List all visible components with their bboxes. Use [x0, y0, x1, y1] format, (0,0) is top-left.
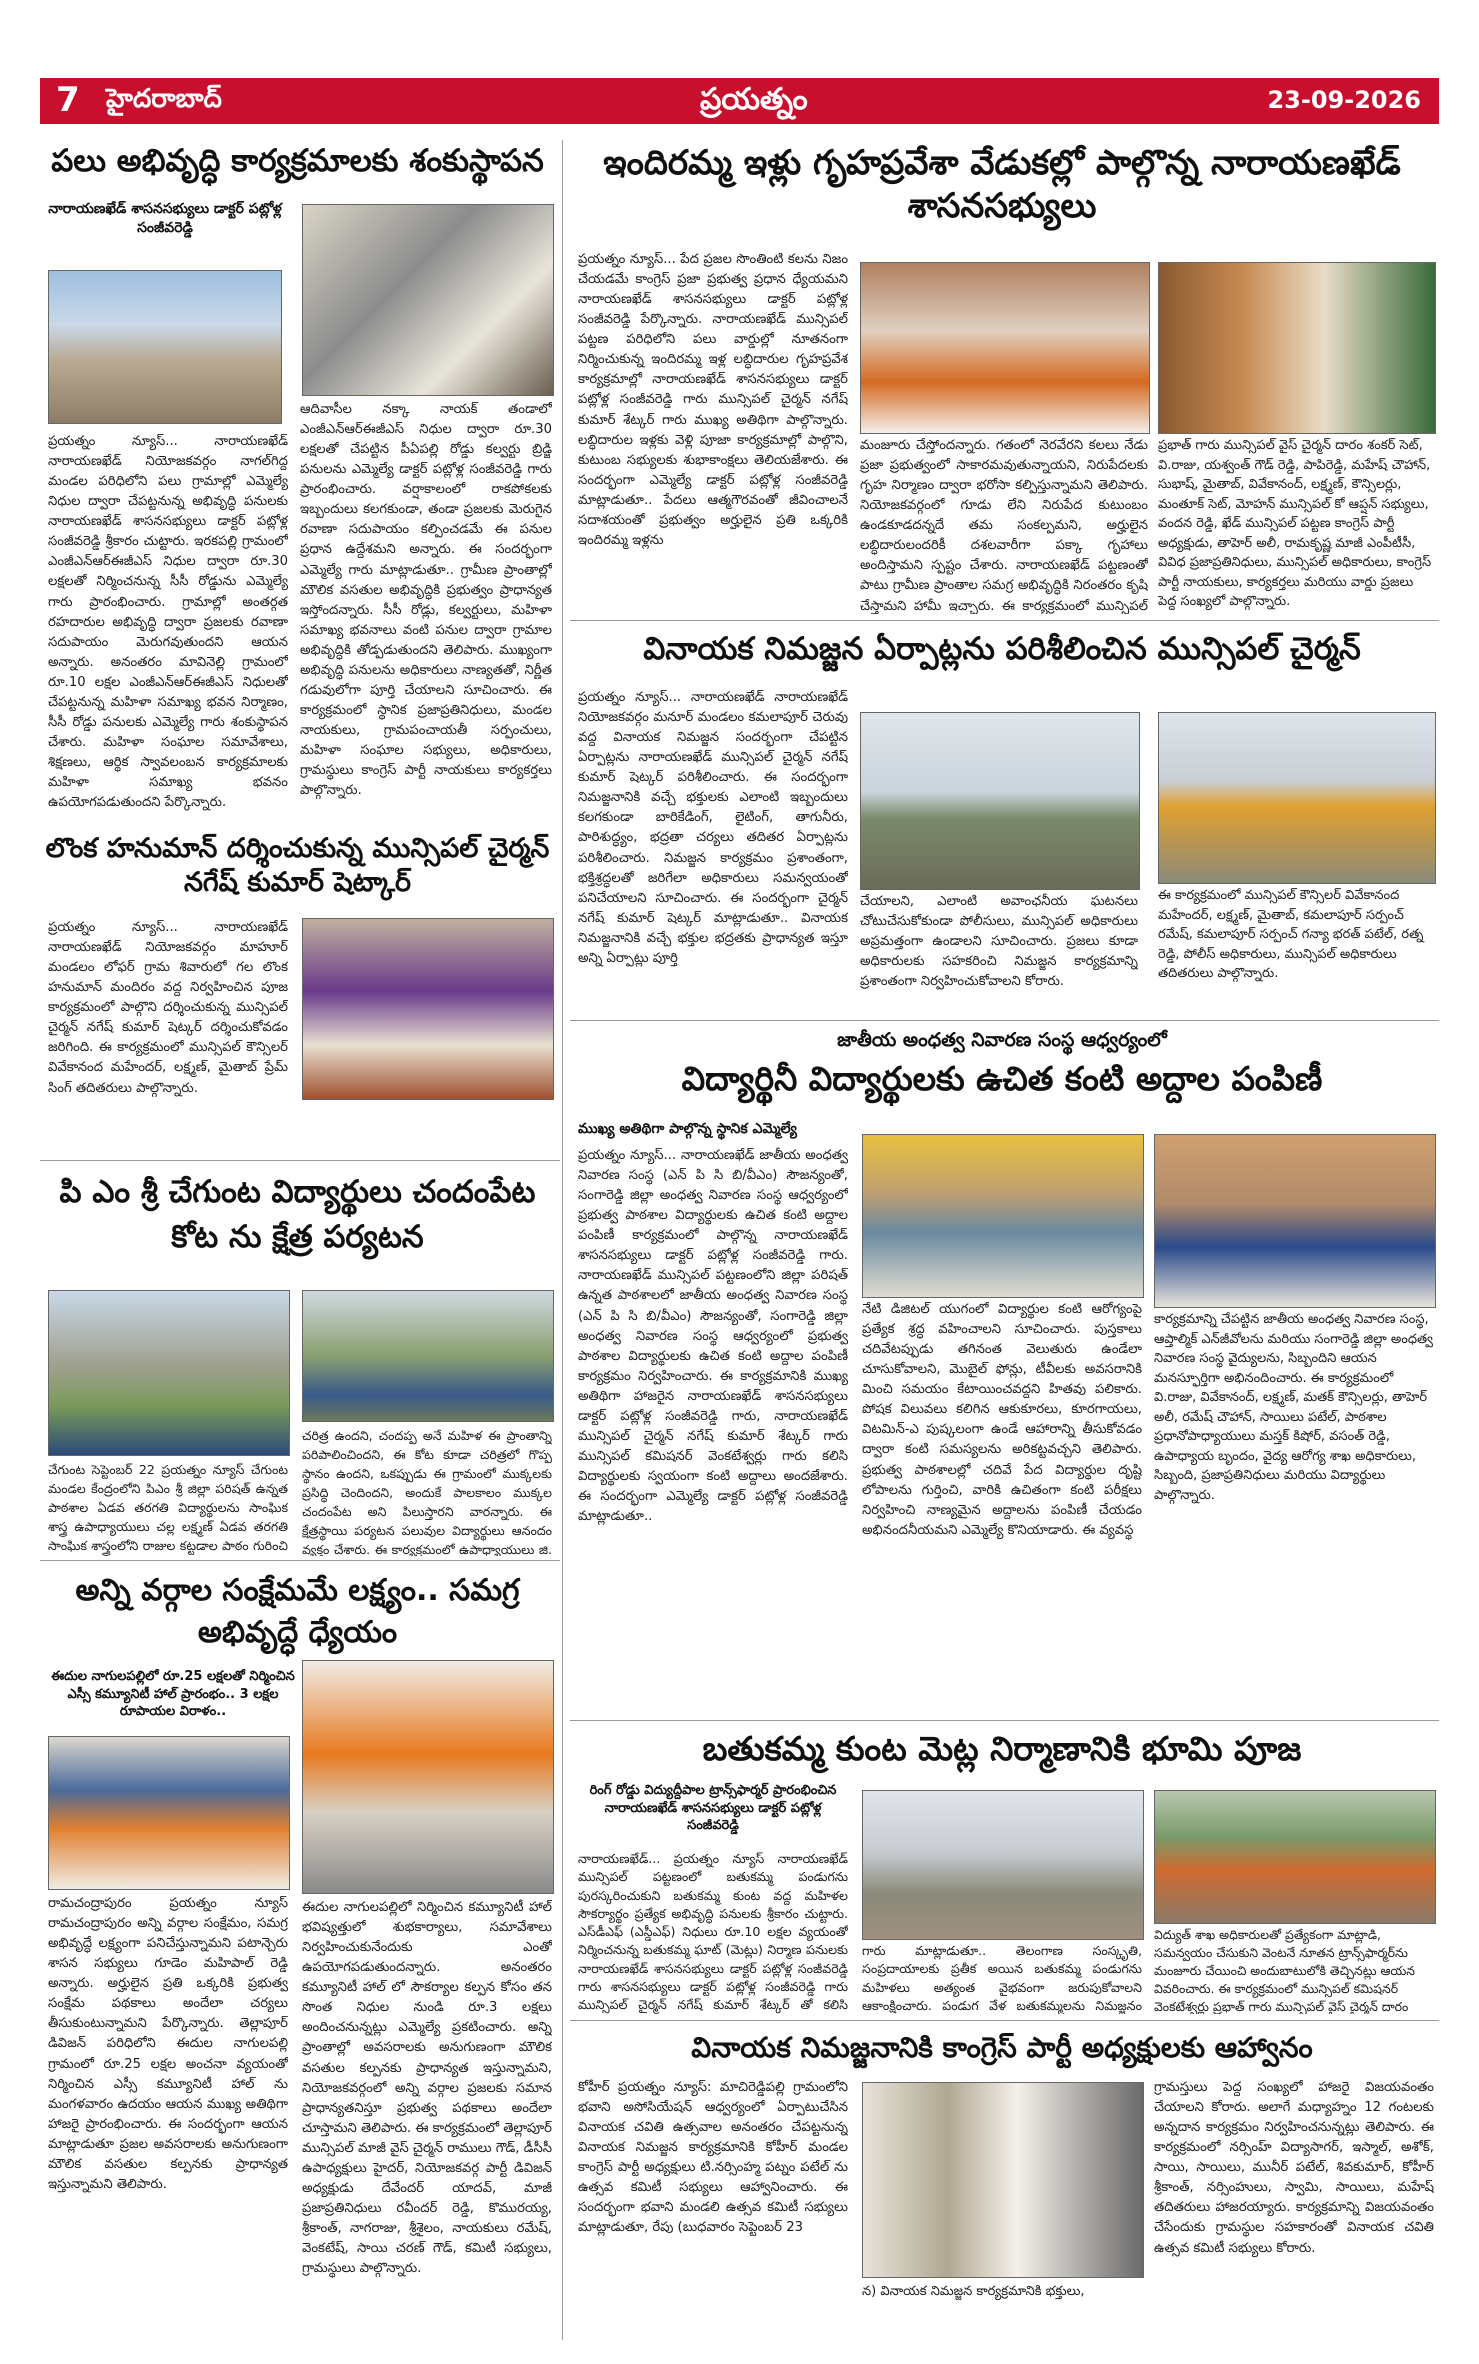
paper-name: ప్రయత్నం [700, 82, 808, 117]
photo-caption: విద్యుత్ శాఖ అధికారులతో ప్రత్యేకంగా మాట్లాడి, సమన్వయం చేసుకుని వెంటనే నూతన ట్రాన్స్‌ఫార్మర్‌ను మంజూరు చేయించి అందుబాటులోకి తెచ్చినట్లు ఆయన వివరించారు. ఈ కార్యక్రమంలో మున్సిపల్ కమిషనర్ వెంకటేశ్వర్లు ప్రభాత్ గారు మున్సిపల్ వైస్ చైర్మన్ దారం [1154, 1927, 1416, 2014]
photo-bhoomi-puja [862, 1790, 1144, 1940]
photo-plaque-unveiling [302, 204, 554, 396]
masthead-bar [40, 78, 1439, 124]
section-rule [40, 1160, 560, 1161]
edition-city: హైదరాబాద్ [106, 84, 222, 114]
section-rule [570, 620, 1439, 621]
photo-group-banner [302, 1290, 554, 1422]
photo-house-entry [1158, 262, 1436, 434]
article-body: ప్రయత్నం న్యూస్... పేద ప్రజల సొంతింటి కలను నిజం చేయడమే కాంగ్రెస్ ప్రజా ప్రభుత్వ ప్రధాన ధ్యేయమని నారాయణఖేడ్ శాసనసభ్యులు డాక్టర్ పట్లోళ్ల సంజీవరెడ్డి పేర్కొన్నారు. నారాయణఖేడ్ మున్సిపల్ పట్టణ పరిధిలోని పలు వార్డుల్లో నూతనంగా నిర్మించుకున్న ఇందిరమ్మ ఇళ్ల లబ్ధిదారుల గృహప్రవేశ కార్యక్రమాల్లో నారాయణఖేడ్ శాసనసభ్యులు డాక్టర్ పట్లోళ్ల సంజీవరెడ్డి గారు మున్సిపల్ చైర్మన్ నగేష్ కుమార్ శేట్కర్ గారు ముఖ్య అతిథిగా పాల్గొన్నారు. లబ్ధిదారుల ఇళ్లకు వెళ్లి పూజా కార్యక్రమాల్లో పాల్గొని, కుటుంబ సభ్యులకు శుభాకాంక్షలు తెలియజేశారు. ఈ సందర్భంగా ఎమ్మెల్యే డాక్టర్ పట్లోళ్ల సంజీవరెడ్డి మాట్లాడుతూ.. పేదలు ఆత్మగౌరవంతో జీవించాలనే సదాశయంతో ప్రభుత్వం అర్హులైన ప్రతి ఒక్కరికి ఇందిరమ్మ ఇళ్లను [578, 252, 848, 548]
photo-caption: కార్యక్రమాన్ని చేపట్టిన జాతీయ అంధత్వ నివారణ సంస్థ, ఆప్తాల్మిక్ ఎన్‌జీవోలను మరియు సంగారెడ్డి జిల్లా అంధత్వ నివారణ సంస్థ వైద్యులను, సిబ్బందిని ఆయన మనస్ఫూర్తిగా అభినందించారు. ఈ కార్యక్రమంలో వి.రాజు, వివేకానంద్, లక్ష్మణ్, మతక్ కౌన్సిలర్లు, తాహెర్ అలీ, రమేష్ చౌహాన్, సాయిలు పటేల్, పాఠశాల ప్రధానోపాధ్యాయులు మస్తక్ కిషోర్, వసంత్ రెడ్డి, ఉపాధ్యాయ బృందం, వైద్య ఆరోగ్య శాఖ అధికారులు, సిబ్బంది, ప్రజాప్రతినిధులు మరియు విద్యార్థులు పాల్గొన్నారు. [1154, 1312, 1433, 1503]
section-rule [570, 1720, 1439, 1721]
article-headline: పలు అభివృద్ధి కార్యక్రమాలకు శంకుస్థాపన [51, 143, 544, 179]
article-body-continued: ఆదివాసీల నక్కా నాయక్ తండాలో ఎంజీఎన్ఆర్ఈజీఎస్ నిధుల ద్వారా రూ.30 లక్షలతో చేపట్టిన పీఏపల్లి రోడ్డు కల్వర్టు బ్రిడ్జి పనులను ఎమ్మెల్యే డాక్టర్ పట్లోళ్ల సంజీవరెడ్డి గారు ప్రారంభించారు. వర్షాకాలంలో రాకపోకలకు ఇబ్బందులు కలగకుండా, తండా ప్రజలకు మెరుగైన రవాణా సదుపాయం కల్పించడమే ఈ పనుల ప్రధాన ఉద్దేశమని అన్నారు. ఈ సందర్భంగా ఎమ్మెల్యే గారు మాట్లాడుతూ.. గ్రామీణ ప్రాంతాల్లో మౌలిక వసతుల అభివృద్ధికి ప్రభుత్వం ప్రాధాన్యత ఇస్తోందన్నారు. సీసీ రోడ్లు, కల్వర్టులు, మహిళా సమాఖ్య భవనాలు వంటి పనుల ద్వారా గ్రామాల అభివృద్ధికి తోడ్పడుతుందని తెలిపారు. ముఖ్యంగా అభివృద్ధి పనులను అధికారులు నాణ్యతతో, నిర్ణీత గడువులోగా పూర్తి చేయాలని సూచించారు. ఈ కార్యక్రమంలో స్థానిక ప్రజాప్రతినిధులు, మండల నాయకులు, గ్రామపంచాయతీ సర్పంచులు, మహిళా సంఘాల సభ్యులు, అధికారులు, గ్రామస్థులు కాంగ్రెస్ పార్టీ నాయకులు కార్యకర్తలు పాల్గొన్నారు. [300, 402, 552, 799]
article-body-continued: ఈదుల నాగులపల్లిలో నిర్మించిన కమ్యూనిటీ హాల్ భవిష్యత్తులో శుభకార్యాలు, సమావేశాలు నిర్వహించుకునేందుకు ఎంతో ఉపయోగపడుతుందన్నారు. అనంతరం కమ్యూనిటీ హాల్ లో సౌకర్యాల కల్పన కోసం తన సొంత నిధుల నుండి రూ.3 లక్షలు అందించనున్నట్లు ఎమ్మెల్యే ప్రకటించారు. అన్ని ప్రాంతాల్లో అవసరాలకు అనుగుణంగా మౌలిక వసతుల కల్పనకు ప్రాధాన్యత ఇస్తున్నామని, నియోజకవర్గంలో అన్ని వర్గాల ప్రజలకు సమాన ప్రాధాన్యతనిస్తూ ప్రభుత్వ పథకాలు అందేలా చూస్తామని తెలిపారు. ఈ కార్యక్రమంలో తెల్లాపూర్ మున్సిపల్ మాజీ వైస్ చైర్మన్ రాములు గౌడ్, డీసీసీ ఉపాధ్యక్షులు హైదర్, నియోజకవర్గ పార్టీ డివిజన్ అధ్యక్షుడు దేవేందర్ యాదవ్, మాజీ ప్రజాప్రతినిధులు రవీందర్ రెడ్డి, కొమురయ్య, శ్రీకాంత్, నాగరాజు, శ్రీశైలం, నాయకులు రమేష్, వెంకటేష్, సాయి చరణ్ గౌడ్, కమిటీ సభ్యులు, గ్రామస్థులు పాల్గొన్నారు. [302, 1900, 552, 2277]
article-subheadline: ఈదుల నాగులపల్లిలో రూ.25 లక్షలతో నిర్మించిన ఎస్సీ కమ్యూనిటీ హాల్ ప్రారంభం.. 3 లక్షల రూపాయల విరాళం.. [51, 1669, 295, 1720]
article-headline: పి ఎం శ్రీ చేగుంట విద్యార్థులు చందంపేట కోట ను క్షేత్ర పర్యటన [59, 1174, 536, 1255]
article-subheadline: నారాయణఖేడ్ శాసనసభ్యులు డాక్టర్ పట్లోళ్ల సంజీవరెడ్డి [48, 201, 282, 236]
article-body: ప్రయత్నం న్యూస్... నారాయణఖేడ్ నారాయణఖేడ్ నియోజకవర్గం మాహూర్ మండలం లోఫర్ గ్రామ శివారులో గల లొంక హనుమాన్ మందిరం వద్ద నిర్వహించిన పూజ కార్యక్రమంలో పాల్గొని దర్శించుకున్న మున్సిపల్ చైర్మన్ నగేష్ కుమార్ షెట్కర్ దర్శించుకోవడం జరిగింది. ఈ కార్యక్రమంలో మున్సిపల్ కౌన్సిలర్ వివేకానంద మహేందర్, లక్ష్మణ్, మైతాబ్ ప్రేమ్ సింగ్ తదితరులు పాల్గొన్నారు. [48, 920, 288, 1096]
article-subheadline: ముఖ్య అతిథిగా పాల్గొన్న స్థానిక ఎమ్మెల్యే [578, 1121, 797, 1137]
article-body: ప్రయత్నం న్యూస్... నారాయణఖేడ్ జాతీయ అంధత్వ నివారణ సంస్థ (ఎన్ పి సి బి/వీఎం) సౌజన్యంతో, సంగారెడ్డి జిల్లా అంధత్వ నివారణ సంస్థ ఆధ్వర్యంలో ప్రభుత్వ పాఠశాల విద్యార్థులకు ఉచిత కంటి అద్దాల పంపిణీ కార్యక్రమంలో పాల్గొన్న నారాయణఖేడ్ శాసనసభ్యులు డాక్టర్ పట్లోళ్ల సంజీవరెడ్డి గారు. నారాయణఖేడ్ మున్సిపల్ పట్టణంలోని జిల్లా పరిషత్ ఉన్నత పాఠశాలలో జాతీయ అంధత్వ నివారణ సంస్థ (ఎన్ పి సి బి/వీఎం) సౌజన్యంతో, సంగారెడ్డి జిల్లా అంధత్వ నివారణ సంస్థ ఆధ్వర్యంలో ప్రభుత్వ పాఠశాల విద్యార్థులకు ఉచిత కంటి అద్దాల పంపిణీ కార్యక్రమం నిర్వహించారు. ఈ కార్యక్రమానికి ముఖ్య అతిథిగా హాజరైన నారాయణఖేడ్ శాసనసభ్యులు డాక్టర్ పట్లోళ్ల సంజీవరెడ్డి గారు, నారాయణఖేడ్ మున్సిపల్ చైర్మన్ నగేష్ కుమార్ శేట్కర్ గారు మున్సిపల్ కమిషనర్ వెంకటేశ్వర్లు గారు కలిసి విద్యార్థులకు స్వయంగా కంటి అద్దాలు అందజేశారు. ఈ సందర్భంగా ఎమ్మెల్యే డాక్టర్ పట్లోళ్ల సంజీవరెడ్డి మాట్లాడుతూ.. [578, 1148, 848, 1525]
photo-caption: ప్రభాత్ గారు మున్సిపల్ వైస్ చైర్మన్ దారం శంకర్ సెట్, వి.రాజు, యశ్వంత్ గౌడ్ రెడ్డి, పాపిరెడ్డి, మహేష్ చౌహాన్, సుభాష్, మైతాబ్, వివేకానంద్, లక్ష్మణ్, కౌన్సిలర్లు, మంతూక్ సెట్, మోహన్ మున్సిపల్ కో ఆప్షన్ సభ్యులు, వందన రెడ్డి, ఖేడ్ మున్సిపల్ పట్టణ కాంగ్రెస్ పార్టీ అధ్యక్షుడు, తాహెర్ అలీ, రామకృష్ణ మాజీ ఎంపీటీసీ, వివిధ ప్రజాప్రతినిధులు, మున్సిపల్ అధికారులు, కాంగ్రెస్ పార్టీ నాయకులు, కార్యకర్తలు మరియు వార్డు ప్రజలు పెద్ద సంఖ్యలో పాల్గొన్నారు. [1158, 438, 1432, 609]
photo-students-glasses [1154, 1134, 1436, 1308]
photo-ground-breaking [1154, 1790, 1436, 1924]
page-number: 7 [56, 80, 80, 120]
issue-date: 23-09-2026 [1267, 86, 1421, 114]
photo-hanuman-temple [302, 918, 554, 1100]
photo-foundation-ceremony [48, 270, 282, 424]
photo-invitation [862, 2082, 1144, 2278]
article-headline: విద్యార్థినీ విద్యార్థులకు ఉచిత కంటి అద్దాల పంపిణీ [681, 1059, 1323, 1098]
article-body-continued: గారు మాట్లాడుతూ.. తెలంగాణ సంస్కృతి, సంప్రదాయాలకు ప్రతీక అయిన బతుకమ్మ పండుగను మహిళలు అత్యంత వైభవంగా జరుపుకోవాలని ఆకాంక్షించారు. పండుగ వేళ బతుకమ్మలను నిమజ్జనం [862, 1943, 1142, 2013]
article-headline: బతుకమ్మ కుంట మెట్ల నిర్మాణానికి భూమి పూజ [702, 1729, 1302, 1768]
article-body: నారాయణఖేడ్... ప్రయత్నం న్యూస్ నారాయణఖేడ్ మున్సిపల్ పట్టణంలో బతుకమ్మ పండుగను పురస్కరించుకుని బతుకమ్మ కుంట వద్ద మహిళల సౌకర్యార్థం ప్రత్యేక అభివృద్ధి పనులకు శ్రీకారం చుట్టారు. ఎస్‌డీఎఫ్ (ఎస్డీఎఫ్) నిధులు రూ.10 లక్షల వ్యయంతో నిర్మించనున్న బతుకమ్మ ఘాట్ (మెట్లు) నిర్మాణ పనులకు నారాయణఖేడ్ శాసనసభ్యులు డాక్టర్ పట్లోళ్ల సంజీవరెడ్డి గారు శాసనసభ్యులు డాక్టర్ పట్లోళ్ల సంజీవరెడ్డి గారు మున్సిపల్ చైర్మన్ నగేష్ కుమార్ శేట్కర్ తో కలిసి [578, 1851, 848, 2012]
section-rule [570, 2020, 1439, 2021]
article-headline: లొంక హనుమాన్ దర్శించుకున్న మున్సిపల్ చైర్మన్ నగేష్ కుమార్ షెట్కార్ [45, 833, 550, 898]
article-body: చేగుంట సెప్టెంబర్ 22 ప్రయత్నం న్యూస్ చేగుంట మండల కేంద్రంలోని పిఎం శ్రీ జిల్లా పరిషత్ ఉన్నత పాఠశాల ఏడవ తరగతి విద్యార్థులను సాంఘిక శాస్త్ర ఉపాధ్యాయులు చల్ల లక్ష్మణ్ ఏడవ తరగతి సాంఘిక శాస్త్రంలోని రాజుల కట్టడాల పాఠం గురించి [48, 1462, 288, 1553]
article-body-continued: చేయాలని, ఎలాంటి అవాంఛనీయ ఘటనలు చోటుచేసుకోకుండా పోలీసులు, మున్సిపల్ అధికారులు అప్రమత్తంగా ఉండాలని సూచించారు. ప్రజలు కూడా అధికారులకు సహకరించి నిమజ్జన కార్యక్రమాన్ని ప్రశాంతంగా నిర్వహించుకోవాలని కోరారు. [860, 894, 1138, 990]
column-rule [562, 140, 563, 2340]
section-rule [570, 1020, 1439, 1021]
photo-caption: ఈ కార్యక్రమంలో మున్సిపల్ కౌన్సిలర్ వివేకానంద మహేందర్, లక్ష్మణ్, మైతాబ్, కమలాపూర్ సర్పంచ్ రమేష్, కమలాపూర్ సర్పంచ్ గన్యా భరత్ పటేల్, రత్న రెడ్డి, పోలీస్ అధికారులు, మున్సిపల్ అధికారులు తదితరులు పాల్గొన్నారు. [1158, 888, 1424, 981]
article-subheadline: రింగ్ రోడ్డు విద్యుద్దీపాల ట్రాన్స్‌ఫార్మర్ ప్రారంభించిన నారాయణఖేడ్ శాసనసభ్యులు డాక్టర్ పట్లోళ్ల సంజీవరెడ్డి [589, 1783, 837, 1834]
article-body-continued: చరిత్ర ఉందని, చందప్ప అనే మహిళ ఈ ప్రాంతాన్ని పరిపాలించిందని, ఈ కోట కూడా చరిత్రలో గొప్ప స్థానం ఉందని, ఒకప్పుడు ఈ గ్రామంలో ముక్కలకు ప్రసిద్ధి చెందిందని, అందుకే పాలకాలం ముక్కల చందంపేట అని పిలుస్తారని వారన్నారు. ఈ క్షేత్రస్థాయి పర్యటన పలువుల విద్యార్థులు ఆనందం వ్యక్తం చేశారు. ఈ కార్యక్రమంలో ఉపాధ్యాయులు జి. [302, 1428, 552, 1556]
photo-eyeglasses-stage [862, 1134, 1144, 1298]
photo-caption: న) వినాయక నిమజ్జన కార్యక్రమానికి భక్తులు, [862, 2284, 1085, 2299]
photo-officials-inspection [1158, 712, 1436, 884]
photo-community-hall [48, 1736, 290, 1890]
article-headline: ఇందిరమ్మ ఇళ్లు గృహప్రవేశా వేడుకల్లో పాల్గొన్న నారాయణఖేడ్ శాసనసభ్యులు [603, 143, 1401, 226]
article-headline: అన్ని వర్గాల సంక్షేమమే లక్ష్యం.. సమగ్ర అభివృద్ధే ధ్యేయం [75, 1573, 520, 1650]
photo-griha-pravesham [860, 262, 1150, 434]
article-body-continued: గ్రామస్తులు పెద్ద సంఖ్యలో హాజరై విజయవంతం చేయాలని కోరారు. అలాగే మధ్యాహ్నం 12 గంటలకు అన్నదాన కార్యక్రమం నిర్వహించనున్నట్లు తెలిపారు. ఈ కార్యక్రమంలో నర్సింహ్ విద్యాసాగర్, ఇస్మాల్, అశోక్, సాయి, సాయిలు, మునీర్ పటేల్, శివకుమార్, కోహీర్ శ్రీకాంత్, నర్సింహులు, స్వామి, సాయిలు, మహేష్ తదితరులు హాజరయ్యారు. కార్యక్రమాన్ని విజయవంతం చేసేందుకు గ్రామస్థుల సహకారంతో వినాయక చవితి ఉత్సవ కమిటీ సభ్యులు కోరారు. [1154, 2080, 1434, 2256]
article-kicker: జాతీయ అంధత్వ నివారణ సంస్థ ఆధ్వర్యంలో [837, 1029, 1167, 1051]
photo-mla-felicitation [302, 1660, 554, 1894]
article-body-continued: నేటి డిజిటల్ యుగంలో విద్యార్థుల కంటి ఆరోగ్యంపై ప్రత్యేక శ్రద్ధ వహించాలని సూచించారు. పుస్తకాలు చదివేటప్పుడు తగినంత వెలుతురు ఉండేలా చూసుకోవాలని, మొబైల్ ఫోన్లు, టీవీలకు అవసరానికి మించి సమయం కేటాయించవద్దని హితవు పలికారు. పోషక విలువలు కలిగిన ఆకుకూరలు, కూరగాయలు, విటమిన్-ఎ పుష్కలంగా ఉండే ఆహారాన్ని తీసుకోవడం ద్వారా కంటి సమస్యలను అరికట్టవచ్చని తెలిపారు. ప్రభుత్వ పాఠశాలల్లో చదివే పేద విద్యార్థుల దృష్టి లోపాలను గుర్తించి, వారికి ఉచితంగా కంటి పరీక్షలు నిర్వహించి నాణ్యమైన అద్దాలను పంపిణీ చేయడం అభినందనీయమని ఎమ్మెల్యే కొనియాడారు. ఈ వ్యవస్థ [862, 1302, 1142, 1538]
article-headline: వినాయక నిమజ్జన ఏర్పాట్లను పరిశీలించిన మున్సిపల్ చైర్మన్ [643, 631, 1361, 667]
article-body: ప్రయత్నం న్యూస్... నారాయణఖేడ్ నారాయణఖేడ్ నియోజకవర్గం నాగల్‌గిద్ద మండల పరిధిలోని పలు గ్రామాల్లో ఎమ్మెల్యే నిధుల ద్వారా చేపట్టనున్న అభివృద్ధి పనులకు నారాయణఖేడ్ శాసనసభ్యులు డాక్టర్ పట్లోళ్ల సంజీవరెడ్డి శ్రీకారం చుట్టారు. ఇరకపల్లి గ్రామంలో ఎంజీఎన్ఆర్ఈజీఎస్ నిధుల ద్వారా రూ.30 లక్షలతో నిర్మించనున్న సీసీ రోడ్డును ఎమ్మెల్యే గారు ప్రారంభించారు. గ్రామాల్లో అంతర్గత రహదారుల అభివృద్ధి ద్వారా ప్రజలకు రవాణా సదుపాయం మెరుగవుతుందని ఆయన అన్నారు. అనంతరం మావినెల్లి గ్రామంలో రూ.10 లక్షల ఎంజీఎన్ఆర్ఈజీఎస్ నిధులతో చేపట్టనున్న మహిళా సమాఖ్య భవన నిర్మాణం, సీసీ రోడ్డు పనులకు ఎమ్మెల్యే గారు శంకుస్థాపన చేశారు. మహిళా సంఘాల సమావేశాలు, శిక్షణలు, ఆర్థిక స్వావలంబన కార్యక్రమాలకు మహిళా సమాఖ్య భవనం ఉపయోగపడుతుందని పేర్కొన్నారు. [48, 434, 288, 811]
article-body-continued: మంజూరు చేస్తోందన్నారు. గతంలో నెరవేరని కలలు నేడు ప్రజా ప్రభుత్వంలో సాకారమవుతున్నాయని, నిరుపేదలకు గృహ నిర్మాణం ద్వారా భరోసా కల్పిస్తున్నామని తెలిపారు. నియోజకవర్గంలో గూడు లేని నిరుపేద కుటుంబం ఉండకూడదన్నదే తమ సంకల్పమని, అర్హులైన లబ్ధిదారులందరికీ దశలవారీగా పక్కా గృహాలు అందిస్తామని స్పష్టం చేశారు. నారాయణఖేడ్ పట్టణంతో పాటు గ్రామీణ ప్రాంతాల సమగ్ర అభివృద్ధికి నిరంతరం కృషి చేస్తామని హామీ ఇచ్చారు. ఈ కార్యక్రమంలో మున్సిపల్ [860, 438, 1148, 614]
section-rule [40, 1560, 560, 1561]
article-headline: వినాయక నిమజ్జనానికి కాంగ్రెస్ పార్టీ అధ్యక్షులకు ఆహ్వానం [691, 2031, 1313, 2064]
photo-fort-students [48, 1290, 290, 1456]
photo-immersion-site [860, 712, 1140, 890]
article-body: రామచంద్రాపురం ప్రయత్నం న్యూస్ రామచంద్రాపురం అన్ని వర్గాల సంక్షేమం, సమగ్ర అభివృద్ధే లక్ష్యంగా పనిచేస్తున్నామని పటాన్చెరు శాసన సభ్యులు గూడెం మహిపాల్ రెడ్డి అన్నారు. అర్హులైన ప్రతి ఒక్కరికి ప్రభుత్వ సంక్షేమ పథకాలు అందేలా చర్యలు తీసుకుంటున్నామని పేర్కొన్నారు. తెల్లాపూర్ డివిజన్ పరిధిలోని ఈదుల నాగులపల్లి గ్రామంలో రూ.25 లక్షల అంచనా వ్యయంతో నిర్మించిన ఎస్సీ కమ్యూనిటీ హాల్ ను మంగళవారం ఉదయం ఆయన ముఖ్య అతిథిగా హాజరై ప్రారంభించారు. ఈ సందర్భంగా ఆయన మాట్లాడుతూ ప్రజల అవసరాలకు అనుగుణంగా మౌలిక వసతుల కల్పనకు ప్రాధాన్యత ఇస్తున్నామని తెలిపారు. [48, 1896, 288, 2192]
article-body: కోహీర్ ప్రయత్నం న్యూస్: మాచిరెడ్డిపల్లి గ్రామంలోని భవాని అసోసియేషన్ ఆధ్వర్యంలో ఏర్పాటుచేసిన వినాయక చవితి ఉత్సవాల అనంతరం చేపట్టనున్న వినాయక నిమజ్జన కార్యక్రమానికి కోహీర్ మండల కాంగ్రెస్ పార్టీ అధ్యక్షులు టి.నర్సింహ్మ పట్నం పటేల్ ను ఉత్సవ కమిటీ సభ్యులు ఆహ్వానించారు. ఈ సందర్భంగా భవాని మండలి ఉత్సవ కమిటీ సభ్యులు మాట్లాడుతూ, రేపు (బుధవారం సెప్టెంబర్ 23 [578, 2080, 848, 2236]
article-body: ప్రయత్నం న్యూస్... నారాయణఖేడ్ నారాయణఖేడ్ నియోజకవర్గం మనూర్ మండలం కమలాపూర్ చెరువు వద్ద వినాయక నిమజ్జన సందర్భంగా చేపట్టిన ఏర్పాట్లను నారాయణఖేడ్ మున్సిపల్ చైర్మన్ నగేష్ కుమార్ షెట్కర్ పరిశీలించారు. ఈ సందర్భంగా నిమజ్జనానికి వచ్చే భక్తులకు ఎలాంటి ఇబ్బందులు కలగకుండా బారికేడింగ్, లైటింగ్, తాగునీరు, పారిశుద్ధ్యం, భద్రతా చర్యలు తదితర ఏర్పాట్లను పరిశీలించారు. నిమజ్జన కార్యక్రమం ప్రశాంతంగా, భక్తిశ్రద్ధలతో జరిగేలా అధికారులు సమన్వయంతో పనిచేయాలని సూచించారు. ఈ సందర్భంగా చైర్మన్ నగేష్ కుమార్ షెట్కర్ మాట్లాడుతూ.. వినాయక నిమజ్జనానికి వచ్చే భక్తుల భద్రతకు ప్రాధాన్యత ఇస్తూ అన్ని ఏర్పాట్లు పూర్తి [578, 690, 848, 966]
